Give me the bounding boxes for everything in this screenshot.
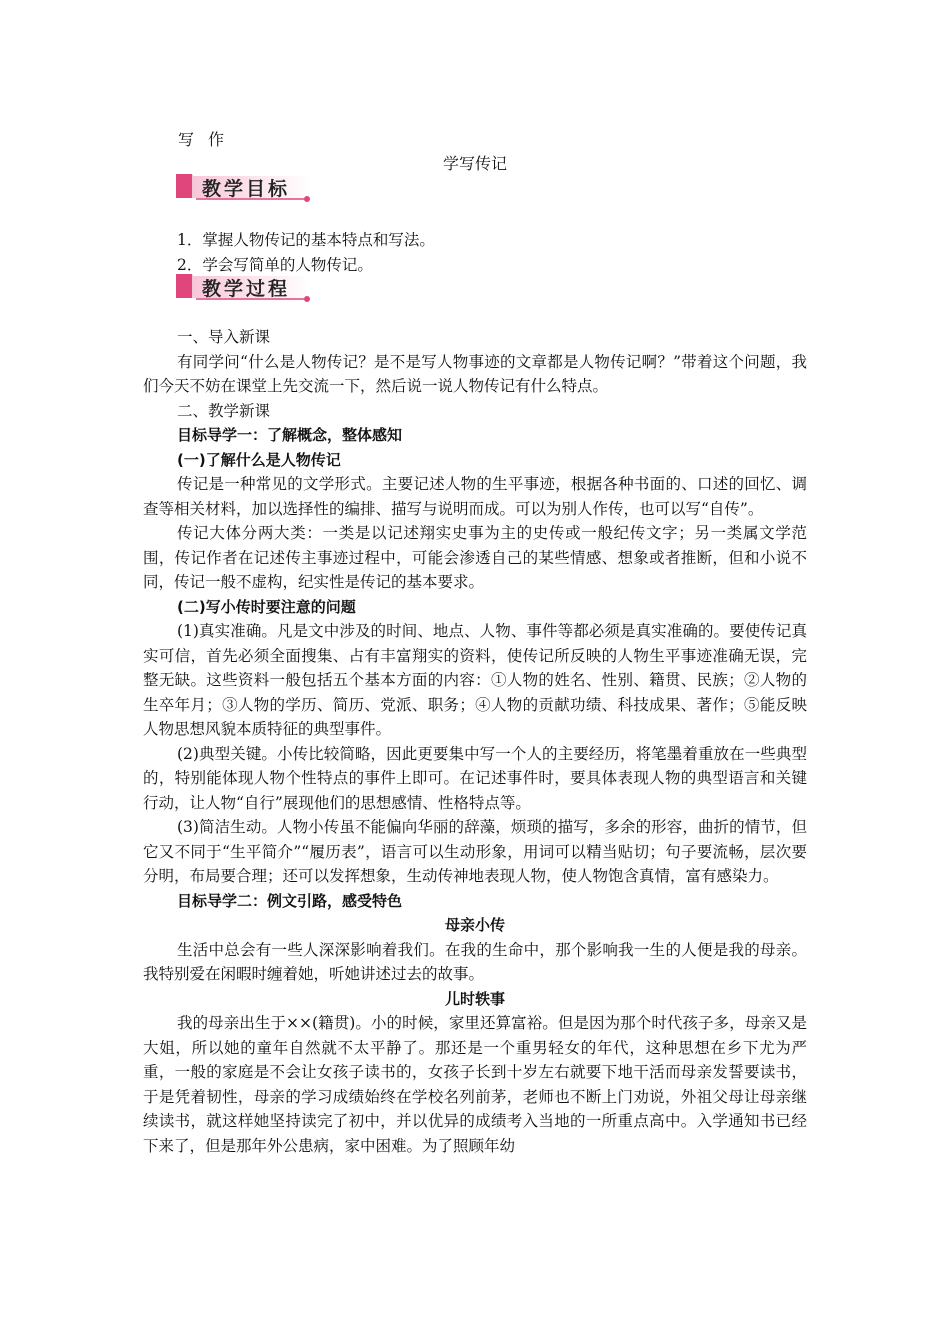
teaching-goals-banner <box>176 172 316 204</box>
subheading: (二)写小传时要注意的问题 <box>177 597 356 616</box>
paragraph: (3)简洁生动。人物小传虽不能偏向华丽的辞藻，烦琐的描写，多余的形容，曲折的情节，但它又不同于“生平简介”“履历表”，语言可以生动形象，用词可以精当贴切；句子要流畅，层次要分明，布局要合理；还可以发挥想象，生动传神地表现人物，使人物饱含真情，富有感染力。 <box>143 818 807 885</box>
subheading: (一)了解什么是人物传记 <box>177 450 341 469</box>
main-content <box>143 325 807 1158</box>
paragraph: 我的母亲出生于××(籍贯)。小的时候，家里还算富裕。但是因为那个时代孩子多，母亲又是大姐，所以她的童年自然就不太平静了。那还是一个重男轻女的年代，这种思想在乡下尤为严重，一般的家庭是不会让女孩子读书的，女孩子长到十岁左右就要下地干活而母亲发誓要读书，于是凭着韧性，母亲的学习成绩始终在学校名列前茅，老师也不断上门劝说，外祖父母让母亲继续读书，就这样她坚持读完了初中，并以优异的成绩考入当地的一所重点高中。入学通知书已经下来了，但是那年外公患病，家中困难。为了照顾年幼 <box>143 1014 807 1155</box>
section-label: 写作 <box>178 130 239 149</box>
teaching-process-banner <box>176 272 316 304</box>
subheading: 目标导学二：例文引路，感受特色 <box>177 891 403 910</box>
heading: 一、导入新课 <box>177 328 271 346</box>
paragraph: 有同学问“什么是人物传记？是不是写人物事迹的文章都是人物传记啊？”带着这个问题，我们今天不妨在课堂上先交流一下，然后说一说人物传记有什么特点。 <box>143 352 807 395</box>
banner-title: 教学过程 <box>202 278 291 300</box>
paragraph: 传记是一种常见的文学形式。主要记述人物的生平事迹，根据各种书面的、口述的回忆、调查等相关材料，加以选择性的编排、描写与说明而成。可以为别人作传，也可以写“自传”。 <box>143 475 807 518</box>
example-title: 母亲小传 <box>444 916 505 934</box>
example-subtitle: 儿时轶事 <box>444 989 505 1008</box>
banner-title: 教学目标 <box>202 178 291 200</box>
list-item: 2．学会写简单的人物传记。 <box>177 255 373 274</box>
list-item: 1．掌握人物传记的基本特点和写法。 <box>177 231 435 249</box>
page-title: 学写传记 <box>442 154 507 173</box>
paragraph: (2)典型关键。小传比较简略，因此更要集中写一个人的主要经历，将笔墨着重放在一些典型的，特别能体现人物个性特点的事件上即可。在记述事件时，要具体表现人物的典型语言和关键行动，让人物“自行”展现他们的思想感情、性格特点等。 <box>143 744 807 812</box>
paragraph: 传记大体分两大类：一类是以记述翔实史事为主的史传或一般纪传文字；另一类属文学范围，传记作者在记述传主事迹过程中，可能会渗透自己的某些情感、想象或者推断，但和小说不同，传记一般不虚构，纪实性是传记的基本要求。 <box>143 524 807 591</box>
goals-list <box>143 228 807 277</box>
heading: 二、教学新课 <box>177 401 271 420</box>
paragraph: 生活中总会有一些人深深影响着我们。在我的生命中，那个影响我一生的人便是我的母亲。我特别爱在闲暇时缠着她，听她讲述过去的故事。 <box>143 940 807 983</box>
paragraph: (1)真实准确。凡是文中涉及的时间、地点、人物、事件等都必须是真实准确的。要使传记真实可信，首先必须全面搜集、占有丰富翔实的资料，使传记所反映的人物生平事迹准确无误，完整无缺。这些资料一般包括五个基本方面的内容：①人物的姓名、性别、籍贯、民族；②人物的生卒年月；③人物的学历、简历、党派、职务；④人物的贡献功绩、科技成果、著作；⑤能反映人物思想风貌本质特征的典型事件。 <box>143 622 807 738</box>
subheading: 目标导学一：了解概念，整体感知 <box>177 426 403 444</box>
